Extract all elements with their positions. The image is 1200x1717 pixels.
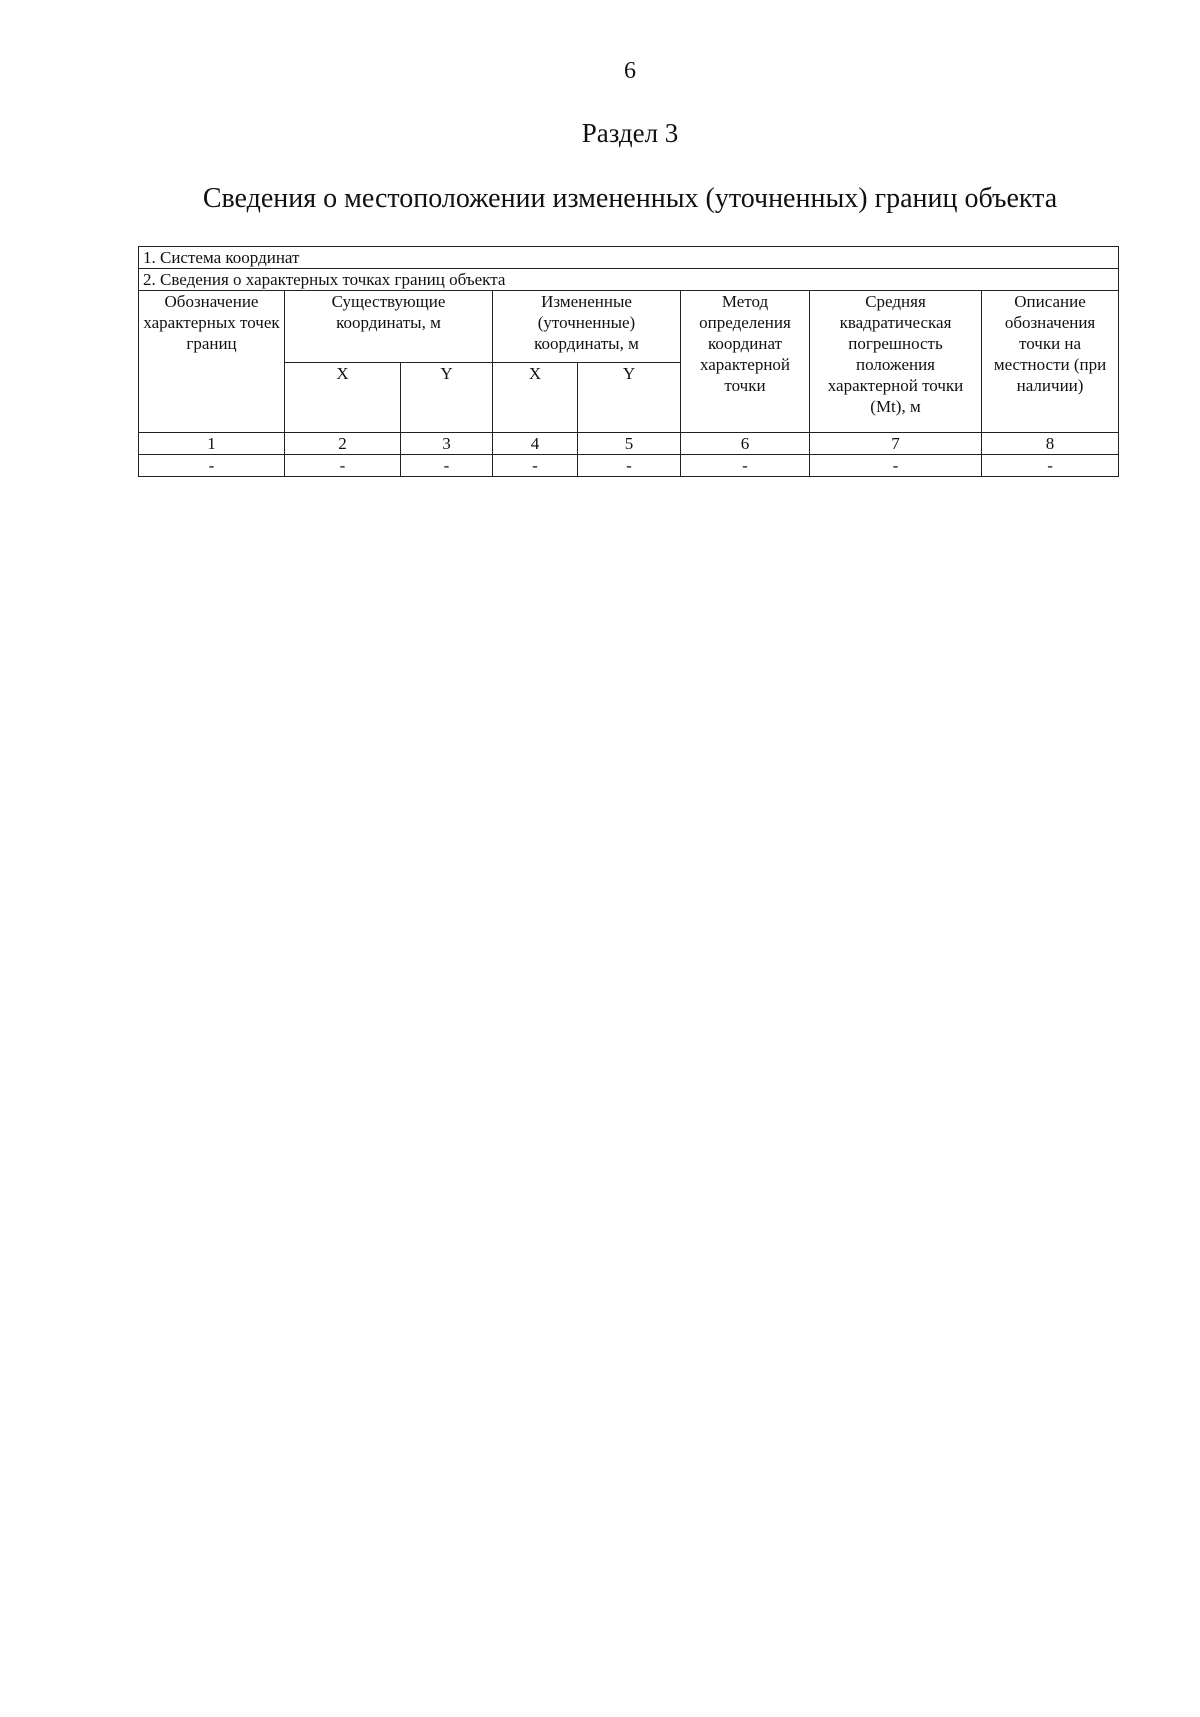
header-row-1 [139, 291, 1119, 363]
coord-system-label: 1. Система координат [139, 247, 1119, 269]
header-existing-x: X [285, 363, 401, 433]
column-number: 8 [982, 433, 1119, 455]
table-cell: - [810, 455, 982, 477]
column-number: 1 [139, 433, 285, 455]
header-changed-x: X [493, 363, 578, 433]
header-error: Средняя квадратическая погрешность положения характерной точки (Mt), м [810, 291, 982, 433]
header-description: Описание обозначения точки на местности (при наличии) [982, 291, 1119, 433]
table-cell: - [578, 455, 681, 477]
points-info-label: 2. Сведения о характерных точках границ объекта [139, 269, 1119, 291]
table-row [139, 455, 1119, 477]
column-number-row [139, 433, 1119, 455]
column-number: 7 [810, 433, 982, 455]
column-number: 3 [401, 433, 493, 455]
table-cell: - [285, 455, 401, 477]
section-title: Раздел 3 [581, 118, 679, 148]
coord-system-row [139, 247, 1119, 269]
table-cell: - [139, 455, 285, 477]
header-existing: Существующие координаты, м [285, 291, 493, 363]
header-method: Метод определения координат характерной точки [681, 291, 810, 433]
header-existing-y: Y [401, 363, 493, 433]
boundary-points-table [138, 246, 1119, 477]
header-changed-y: Y [578, 363, 681, 433]
table-cell: - [982, 455, 1119, 477]
table-cell: - [401, 455, 493, 477]
header-designation: Обозначение характерных точек границ [139, 291, 285, 433]
header-changed: Измененные (уточненные) координаты, м [493, 291, 681, 363]
table-cell: - [493, 455, 578, 477]
column-number: 2 [285, 433, 401, 455]
column-number: 4 [493, 433, 578, 455]
points-info-row [139, 269, 1119, 291]
column-number: 6 [681, 433, 810, 455]
column-number: 5 [578, 433, 681, 455]
page-number: 6 [624, 58, 636, 84]
document-title: Сведения о местоположении измененных (уточненных) границ объекта [202, 183, 1058, 214]
table-cell: - [681, 455, 810, 477]
